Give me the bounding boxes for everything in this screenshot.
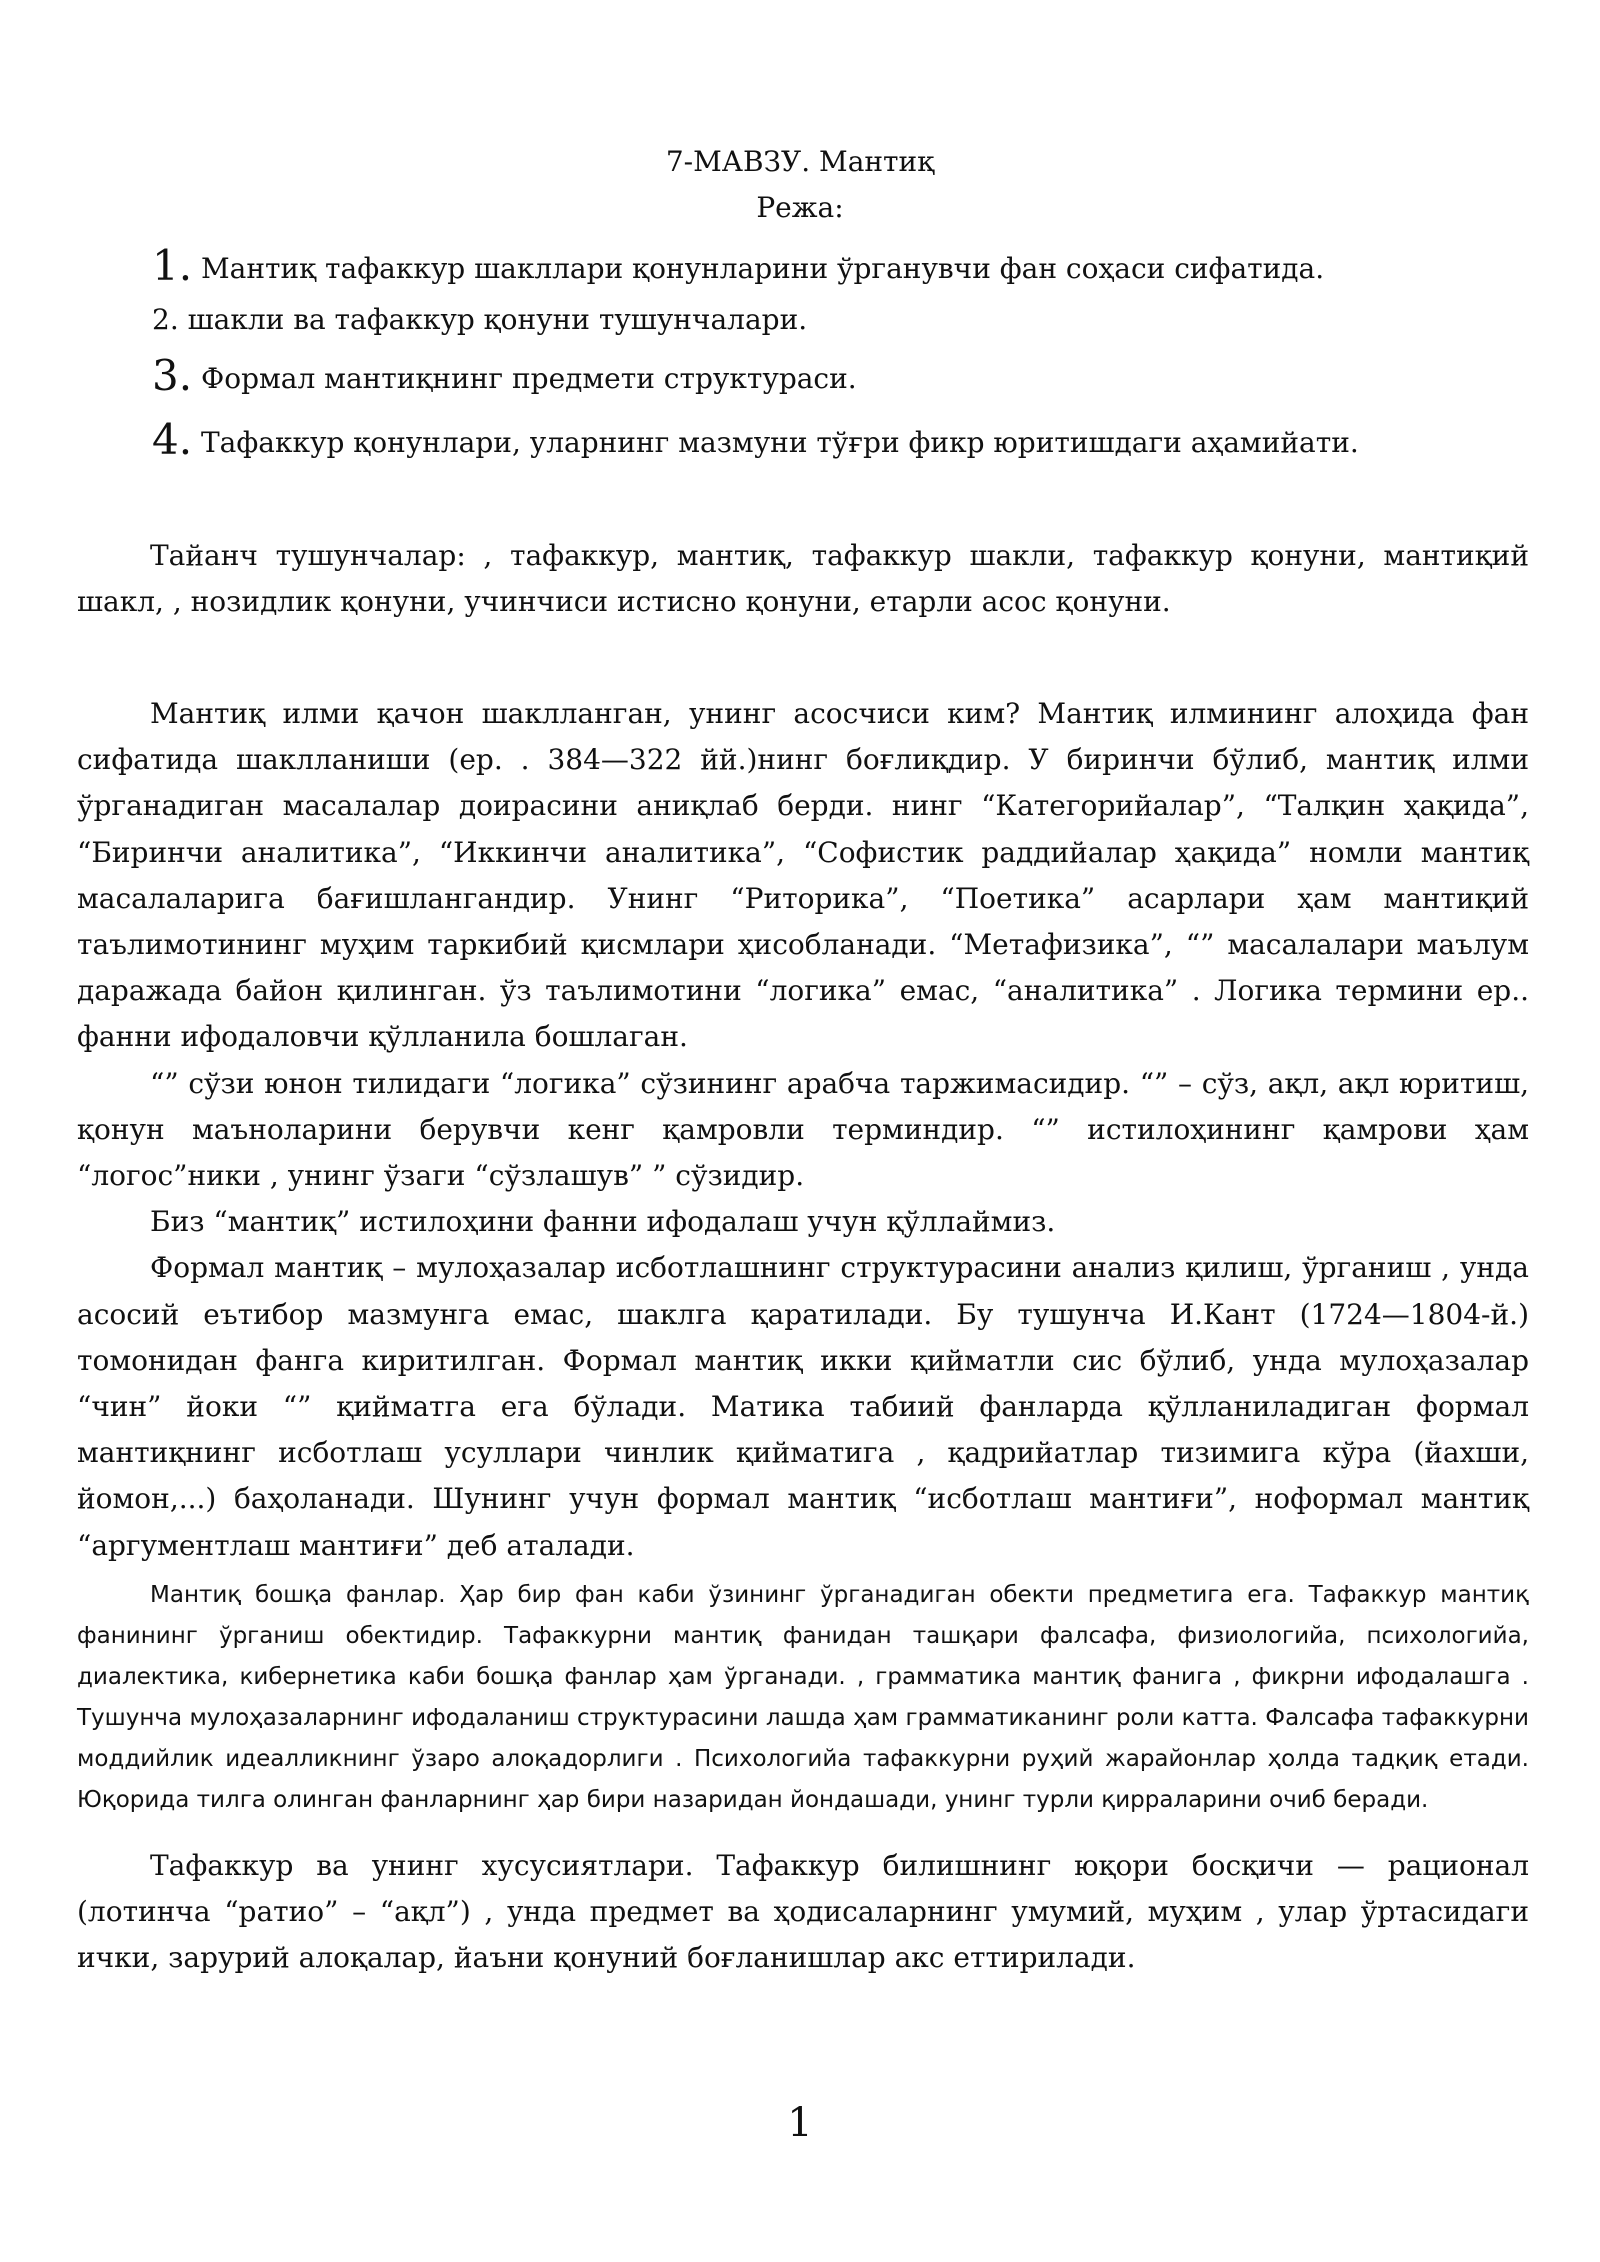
plan-item-number: 4. [152,415,193,464]
page-number: 1 [787,2100,813,2146]
small-paragraph: Мантиқ бошқа фанлар. Ҳар бир фан каби ўзининг ўрганадиган обекти предметига ега. Тафаккур мантиқ фанининг ўрганиш обектидир. Тафаккурни мантиқ фанидан ташқари фалсафа, физиологийа, психологийа, диалектика, кибернетика каби бошқа фанлар ҳам ўрганади. , грамматика мантиқ фанига , фикрни ифодалашга . Тушунча мулоҳазаларнинг ифодаланиш структурасини лашда ҳам грамматиканинг роли катта. Фалсафа тафаккурни моддийлик идеалликнинг ўзаро алоқадорлиги . Психологийа тафаккурни руҳий жарайонлар ҳолда тадқиқ етади. Юқорида тилга олинган фанларнинг ҳар бири назаридан йондашади, унинг турли қирраларини очиб беради. [77,1582,1529,1813]
plan-item-text: шакли ва тафаккур қонуни тушунчалари. [187,303,808,336]
plan-item-1 [152,243,1532,292]
plan-item-number: 3. [152,351,193,400]
plan-item-text: Тафаккур қонунлари, уларнинг мазмуни тўғри фикр юритишдаги аҳамийати. [200,426,1359,459]
body-paragraph: Биз “мантиқ” истилоҳини фанни ифодалаш учун қўллаймиз. [150,1205,1056,1239]
plan-item-number: 2. [152,303,179,336]
body-paragraph: Мантиқ илми қачон шаклланган, унинг асосчиси ким? Мантиқ илмининг алоҳида фан сифатида шаклланиши (ер. . 384—322 йй.)нинг боғлиқдир. У биринчи бўлиб, мантиқ илми ўрганадиган масалалар доирасини аниқлаб берди. нинг “Категорийалар”, “Талқин ҳақида”, “Биринчи аналитика”, “Иккинчи аналитика”, “Софистик раддийалар ҳақида” номли мантиқ масалаларига бағишлангандир. Унинг “Риторика”, “Поетика” асарлари ҳам мантиқий таълимотининг муҳим таркибий қисмлари ҳисобланади. “Метафизика”, “” масалалари маълум даражада байон қилинган. ўз таълимотини “логика” емас, “аналитика” . Логика термини ер.. фанни ифодаловчи қўлланила бошлаган. [77,697,1529,1054]
final-paragraph: Тафаккур ва унинг хусусиятлари. Тафаккур билишнинг юқори босқичи — рационал (лотинча “ратио” – “ақл”) , унда предмет ва ҳодисаларнинг умумий, муҳим , улар ўртасидаги ички, зарурий алоқалар, йаъни қонуний боғланишлар акс еттирилади. [77,1849,1529,1975]
topic-title: 7-МАВЗУ. Мантиқ [665,145,935,178]
plan-item-text: Формал мантиқнинг предмети структураси. [200,362,857,395]
body-paragraph: “” сўзи юнон тилидаги “логика” сўзининг арабча таржимасидир. “” – сўз, ақл, ақл юритиш, қонун маъноларини берувчи кенг қамровли терминдир. “” истилоҳининг қамрови ҳам “логос”ники , унинг ўзаги “сўзлашув” ” сўзидир. [77,1066,1529,1193]
plan-item-text: Мантиқ тафаккур шакллари қонунларини ўрганувчи фан соҳаси сифатида. [200,252,1325,285]
body-paragraph: Формал мантиқ – мулоҳазалар исботлашнинг структурасини анализ қилиш, ўрганиш , унда асосий еътибор мазмунга емас, шаклга қаратилади. Бу тушунча И.Кант (1724—1804-й.) томонидан фанга киритилган. Формал мантиқ икки қийматли сис бўлиб, унда мулоҳазалар “чин” йоки “” қийматга ега бўлади. Матика табиий фанларда қўлланиладиган формал мантиқнинг исботлаш усуллари чинлик қийматига , қадрийатлар тизимига кўра (йахши, йомон,...) баҳоланади. Шунинг учун формал мантиқ “исботлаш мантиғи”, ноформал мантиқ “аргументлаш мантиғи” деб аталади. [77,1251,1529,1562]
plan-item-2 [152,297,1532,343]
plan-item-3 [152,353,1532,402]
plan-item-4 [152,417,1532,466]
plan-heading: Режа: [756,191,844,224]
key-concepts-paragraph: Тайанч тушунчалар: , тафаккур, мантиқ, тафаккур шакли, тафаккур қонуни, мантиқий шакл, , нозидлик қонуни, учинчиси истисно қонуни, етарли асос қонуни. [77,539,1529,619]
body-paragraphs [77,691,1529,1569]
plan-item-number: 1. [152,241,193,290]
